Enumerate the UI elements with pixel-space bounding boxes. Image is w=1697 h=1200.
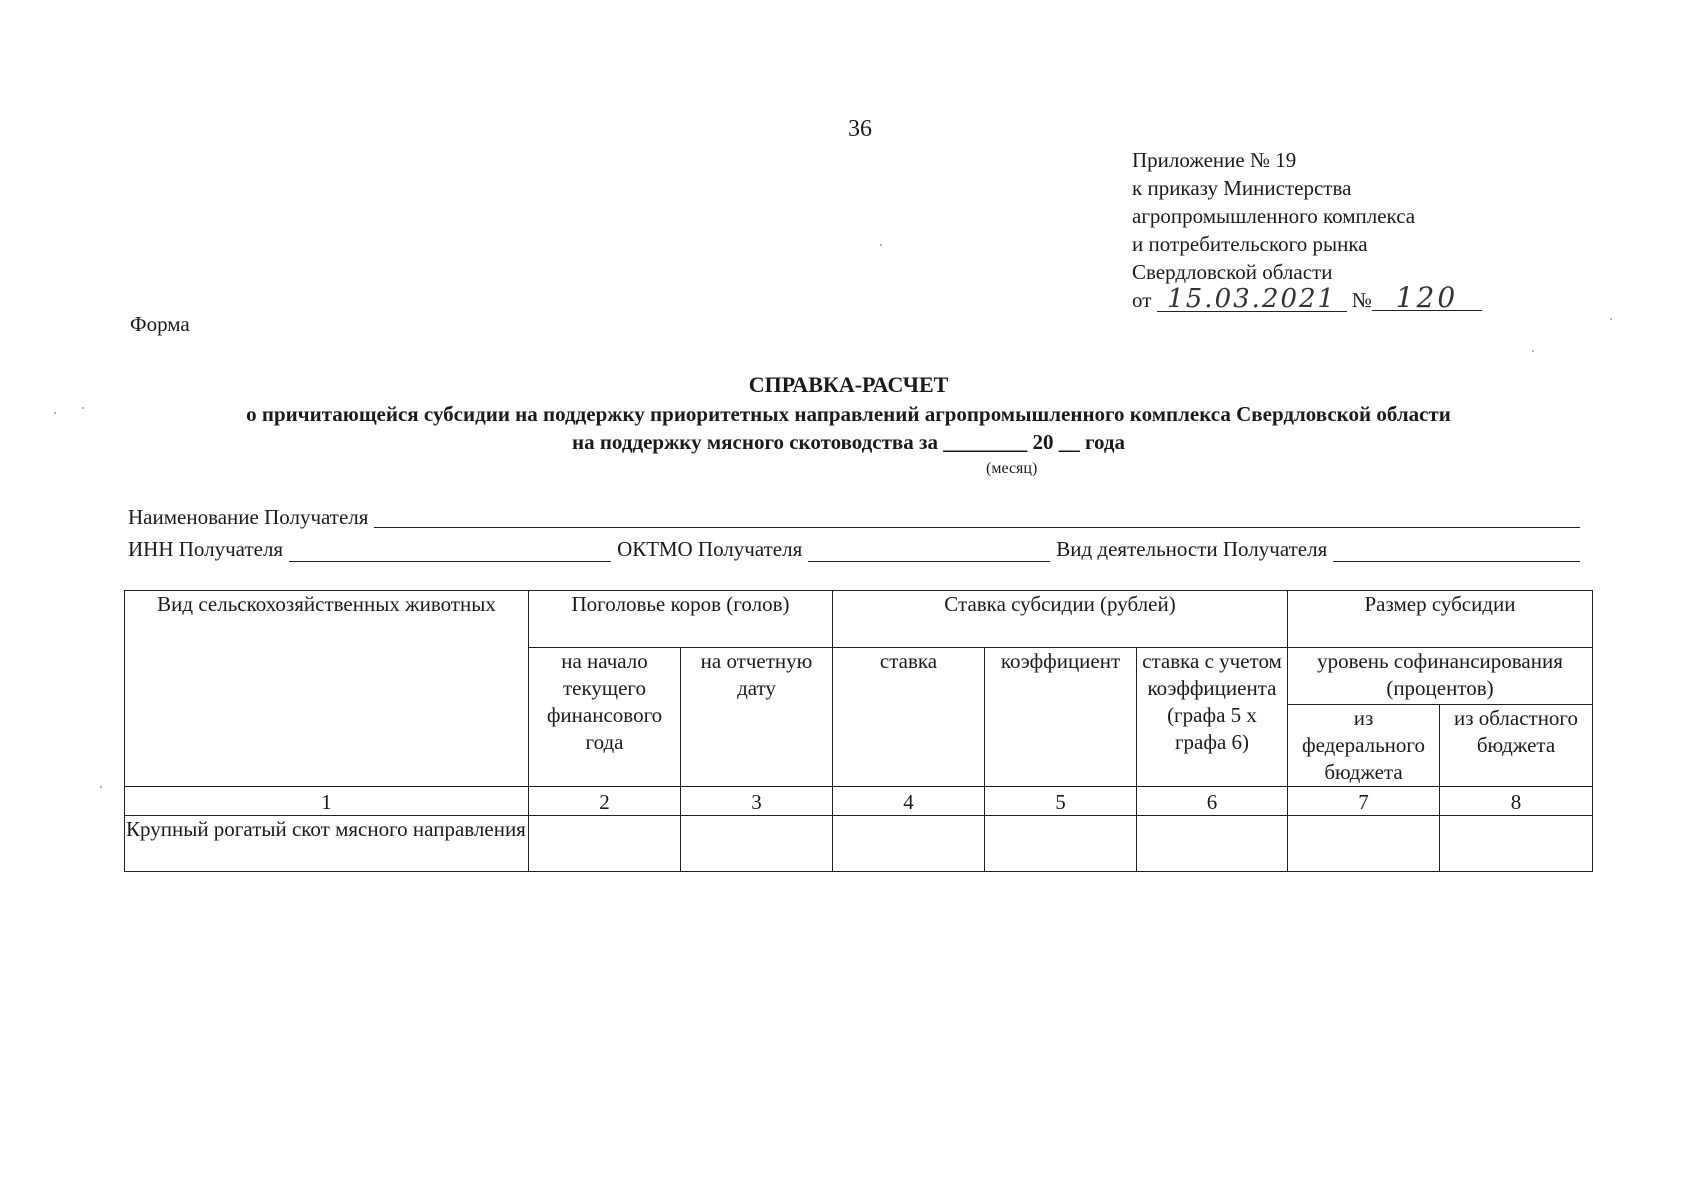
header-herd-count: Поголовье коров (голов) xyxy=(529,591,833,648)
number-label: № xyxy=(1351,288,1372,312)
header-herd-report-date: на отчетную дату xyxy=(681,648,833,787)
recipient-name-label: Наименование Получателя xyxy=(128,505,369,529)
header-rate-coefficient: коэффициент xyxy=(985,648,1137,787)
appendix-line-5: Свердловской области xyxy=(1132,260,1333,284)
header-regional-budget: из областного бюджета xyxy=(1440,705,1593,787)
page-number: 36 xyxy=(848,116,872,142)
cell-rate-coefficient[interactable] xyxy=(985,816,1137,872)
appendix-line-2: к приказу Министерства xyxy=(1132,176,1352,200)
header-subsidy-size: Размер субсидии xyxy=(1288,591,1593,648)
activity-blank[interactable] xyxy=(1333,539,1580,562)
column-number-4: 4 xyxy=(833,787,985,816)
inn-blank[interactable] xyxy=(289,539,611,562)
document-subtitle-1: о причитающейся субсидии на поддержку приоритетных направлений агропромышленного комплекса Свердловской области xyxy=(246,402,1451,426)
header-rate-adjusted: ставка с учетом коэффициента (графа 5 x графа 6) xyxy=(1137,648,1288,787)
recipient-codes-field xyxy=(128,537,1580,562)
appendix-line-3: агропромышленного комплекса xyxy=(1132,204,1416,228)
column-number-5: 5 xyxy=(985,787,1137,816)
appendix-block xyxy=(1132,146,1482,314)
column-number-2: 2 xyxy=(529,787,681,816)
scan-speck xyxy=(1532,350,1534,352)
cell-herd-start[interactable] xyxy=(529,816,681,872)
cell-rate-base[interactable] xyxy=(833,816,985,872)
handwritten-order-number: 120 xyxy=(1372,286,1482,311)
scan-speck xyxy=(100,786,102,788)
recipient-name-field xyxy=(128,505,1580,530)
document-subtitle-2: на поддержку мясного скотоводства за ________ 20 __ года xyxy=(571,430,1125,454)
header-federal-budget: из федерального бюджета xyxy=(1288,705,1440,787)
scan-speck xyxy=(54,412,56,414)
handwritten-date: 15.03.2021 xyxy=(1157,287,1347,312)
form-label: Форма xyxy=(130,312,190,336)
month-note: (месяц) xyxy=(986,460,1038,477)
scan-speck xyxy=(82,407,84,409)
appendix-line-1: Приложение № 19 xyxy=(1132,148,1297,172)
oktmo-label: ОКТМО Получателя xyxy=(617,537,803,561)
appendix-line-4: и потребительского рынка xyxy=(1132,232,1368,256)
oktmo-blank[interactable] xyxy=(808,539,1050,562)
inn-label: ИНН Получателя xyxy=(128,537,284,561)
cell-federal-budget[interactable] xyxy=(1288,816,1440,872)
header-herd-start-of-year: на начало текущего финансового года xyxy=(529,648,681,787)
document-title: СПРАВКА-РАСЧЕТ xyxy=(748,372,949,397)
scan-speck xyxy=(880,244,882,246)
column-number-6: 6 xyxy=(1137,787,1288,816)
scan-speck xyxy=(1610,318,1612,320)
column-number-8: 8 xyxy=(1440,787,1593,816)
cell-herd-report[interactable] xyxy=(681,816,833,872)
column-number-7: 7 xyxy=(1288,787,1440,816)
order-signature-line xyxy=(1132,281,1482,314)
header-subsidy-rate: Ставка субсидии (рублей) xyxy=(833,591,1288,648)
activity-label: Вид деятельности Получателя xyxy=(1056,537,1328,561)
header-animal-type: Вид сельскохозяйственных животных xyxy=(125,591,529,787)
cell-regional-budget[interactable] xyxy=(1440,816,1593,872)
subsidy-table xyxy=(124,590,1593,872)
column-number-3: 3 xyxy=(681,787,833,816)
column-number-1: 1 xyxy=(125,787,529,816)
header-rate-base: ставка xyxy=(833,648,985,787)
row-label-meat-cattle: Крупный рогатый скот мясного направления xyxy=(125,816,529,872)
from-label: от xyxy=(1132,288,1152,312)
header-cofinancing-level: уровень софинансирования (процентов) xyxy=(1288,648,1593,705)
cell-rate-adjusted[interactable] xyxy=(1137,816,1288,872)
recipient-name-blank[interactable] xyxy=(374,505,1580,528)
